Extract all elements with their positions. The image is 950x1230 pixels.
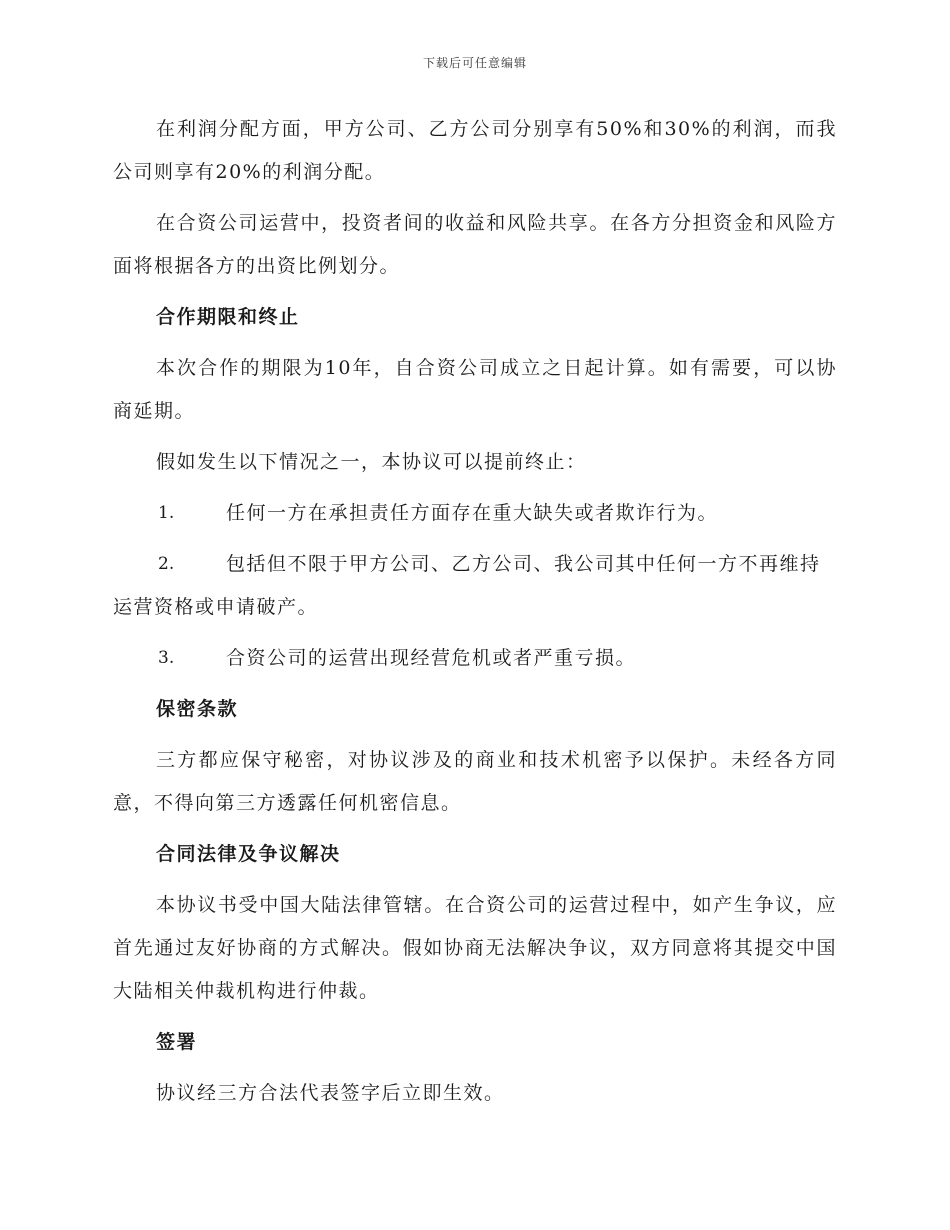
list-item (113, 637, 837, 680)
paragraph-term-duration: 本次合作的期限为10年，自合资公司成立之日起计算。如有需要，可以协商延期。 (113, 357, 837, 422)
section-heading-signing: 签署 (156, 1031, 198, 1053)
list-text: 合资公司的运营出现经营危机或者严重亏损。 (226, 647, 637, 669)
paragraph-risk-sharing: 在合资公司运营中，投资者间的收益和风险共享。在各方分担资金和风险方面将根据各方的出资比例划分。 (113, 212, 837, 277)
paragraph-profit-distribution: 在利润分配方面，甲方公司、乙方公司分别享有50%和30%的利润，而我公司则享有20%的利润分配。 (113, 118, 837, 183)
list-item (113, 543, 837, 629)
list-number: 3. (158, 648, 175, 668)
list-number: 2. (158, 554, 175, 574)
header-note: 下载后可任意编辑 (422, 56, 527, 70)
list-text: 包括但不限于甲方公司、乙方公司、我公司其中任何一方不再维持运营资格或申请破产。 (113, 553, 821, 618)
paragraph-confidentiality: 三方都应保守秘密，对协议涉及的商业和技术机密予以保护。未经各方同意，不得向第三方透露任何机密信息。 (113, 749, 837, 814)
list-text: 任何一方在承担责任方面存在重大缺失或者欺诈行为。 (226, 502, 719, 524)
list-item (113, 492, 837, 535)
section-heading-term: 合作期限和终止 (156, 306, 300, 328)
section-heading-confidentiality: 保密条款 (156, 698, 239, 720)
paragraph-termination-intro: 假如发生以下情况之一，本协议可以提前终止： (156, 451, 587, 473)
document-body (113, 108, 837, 1123)
section-heading-law-disputes: 合同法律及争议解决 (156, 843, 341, 865)
paragraph-signing: 协议经三方合法代表签字后立即生效。 (156, 1082, 505, 1104)
list-number: 1. (158, 503, 175, 523)
paragraph-law-disputes: 本协议书受中国大陆法律管辖。在合资公司的运营过程中，如产生争议，应首先通过友好协商的方式解决。假如协商无法解决争议，双方同意将其提交中国大陆相关仲裁机构进行仲裁。 (113, 894, 837, 1002)
